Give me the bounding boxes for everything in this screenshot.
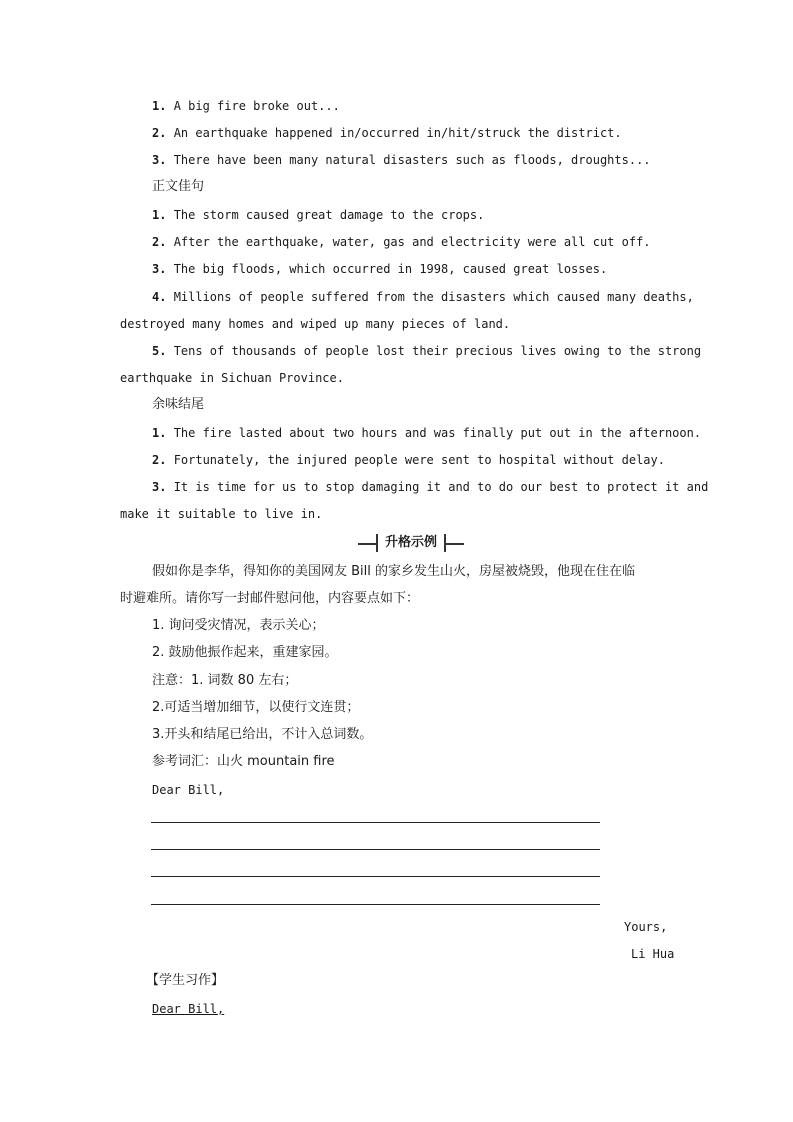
body-sentence-1	[152, 207, 484, 223]
phrase-2-text: An earthquake happened in/occurred in/hit/struck the district.	[173, 126, 622, 140]
writing-line-3	[151, 876, 600, 877]
ending-heading: 余味结尾	[152, 397, 205, 412]
section-title-banner	[358, 534, 464, 552]
body-sentence-3-text: The big floods, which occurred in 1998, caused great losses.	[173, 262, 608, 276]
phrase-1-num: 1.	[152, 99, 167, 113]
body-sentence-5-cont: earthquake in Sichuan Province.	[120, 371, 344, 385]
task-point-1: 1. 询问受灾情况，表示关心；	[152, 618, 325, 633]
task-point-2: 2. 鼓励他振作起来，重建家园。	[152, 645, 338, 660]
body-sentence-1-text: The storm caused great damage to the crops.	[173, 208, 485, 222]
phrase-1-text: A big fire broke out...	[173, 99, 340, 113]
ending-sentence-3	[152, 479, 708, 495]
task-note-1: 注意：1. 词数 80 左右；	[152, 673, 298, 688]
body-sentence-1-num: 1.	[152, 208, 167, 222]
body-sentence-3-num: 3.	[152, 262, 167, 276]
task-vocab: 参考词汇：山火 mountain fire	[152, 754, 335, 769]
phrase-3-num: 3.	[152, 153, 167, 167]
writing-line-2	[151, 849, 600, 850]
writing-line-1	[151, 822, 600, 823]
letter-greeting: Dear Bill,	[152, 783, 225, 797]
ending-sentence-1-text: The fire lasted about two hours and was finally put out in the afternoon.	[173, 426, 702, 440]
body-sentence-4	[152, 289, 694, 305]
body-sentence-2-num: 2.	[152, 235, 167, 249]
ending-sentence-2-text: Fortunately, the injured people were sent to hospital without delay.	[173, 453, 665, 467]
body-sentence-2-text: After the earthquake, water, gas and electricity were all cut off.	[173, 235, 651, 249]
body-sentence-3	[152, 261, 607, 277]
ending-sentence-2	[152, 452, 665, 468]
phrase-3	[152, 152, 651, 168]
student-heading: 【学生习作】	[146, 973, 225, 988]
phrase-2-num: 2.	[152, 126, 167, 140]
body-sentence-4-line1: Millions of people suffered from the disasters which caused many deaths,	[173, 290, 694, 304]
task-note-2: 2.可适当增加细节，以使行文连贯；	[152, 700, 360, 715]
section-title: 升格示例	[376, 534, 446, 552]
letter-closing: Yours,	[624, 920, 668, 934]
phrase-2	[152, 125, 622, 141]
ending-sentence-1	[152, 425, 701, 441]
body-sentence-5	[152, 343, 701, 359]
ending-sentence-3-line1: It is time for us to stop damaging it and to do our best to protect it and	[173, 480, 709, 494]
task-line-2: 时避难所。请你写一封邮件慰问他，内容要点如下：	[120, 591, 420, 606]
writing-line-4	[151, 904, 600, 905]
student-greeting: Dear Bill,	[152, 1002, 225, 1016]
phrase-3-text: There have been many natural disasters such as floods, droughts...	[173, 153, 651, 167]
letter-signature: Li Hua	[631, 947, 675, 961]
body-sentence-5-line1: Tens of thousands of people lost their precious lives owing to the strong	[173, 344, 702, 358]
body-sentence-5-num: 5.	[152, 344, 167, 358]
body-heading: 正文佳句	[152, 179, 205, 194]
body-sentence-4-cont: destroyed many homes and wiped up many pieces of land.	[120, 317, 511, 331]
task-line-1: 假如你是李华，得知你的美国网友 Bill 的家乡发生山火，房屋被烧毁，他现在住在临	[152, 564, 636, 579]
body-sentence-4-num: 4.	[152, 290, 167, 304]
body-sentence-2	[152, 234, 651, 250]
ending-sentence-3-cont: make it suitable to live in.	[120, 507, 323, 521]
ending-sentence-1-num: 1.	[152, 426, 167, 440]
ending-sentence-2-num: 2.	[152, 453, 167, 467]
ending-sentence-3-num: 3.	[152, 480, 167, 494]
phrase-1	[152, 98, 340, 114]
task-note-3: 3.开头和结尾已给出，不计入总词数。	[152, 727, 373, 742]
